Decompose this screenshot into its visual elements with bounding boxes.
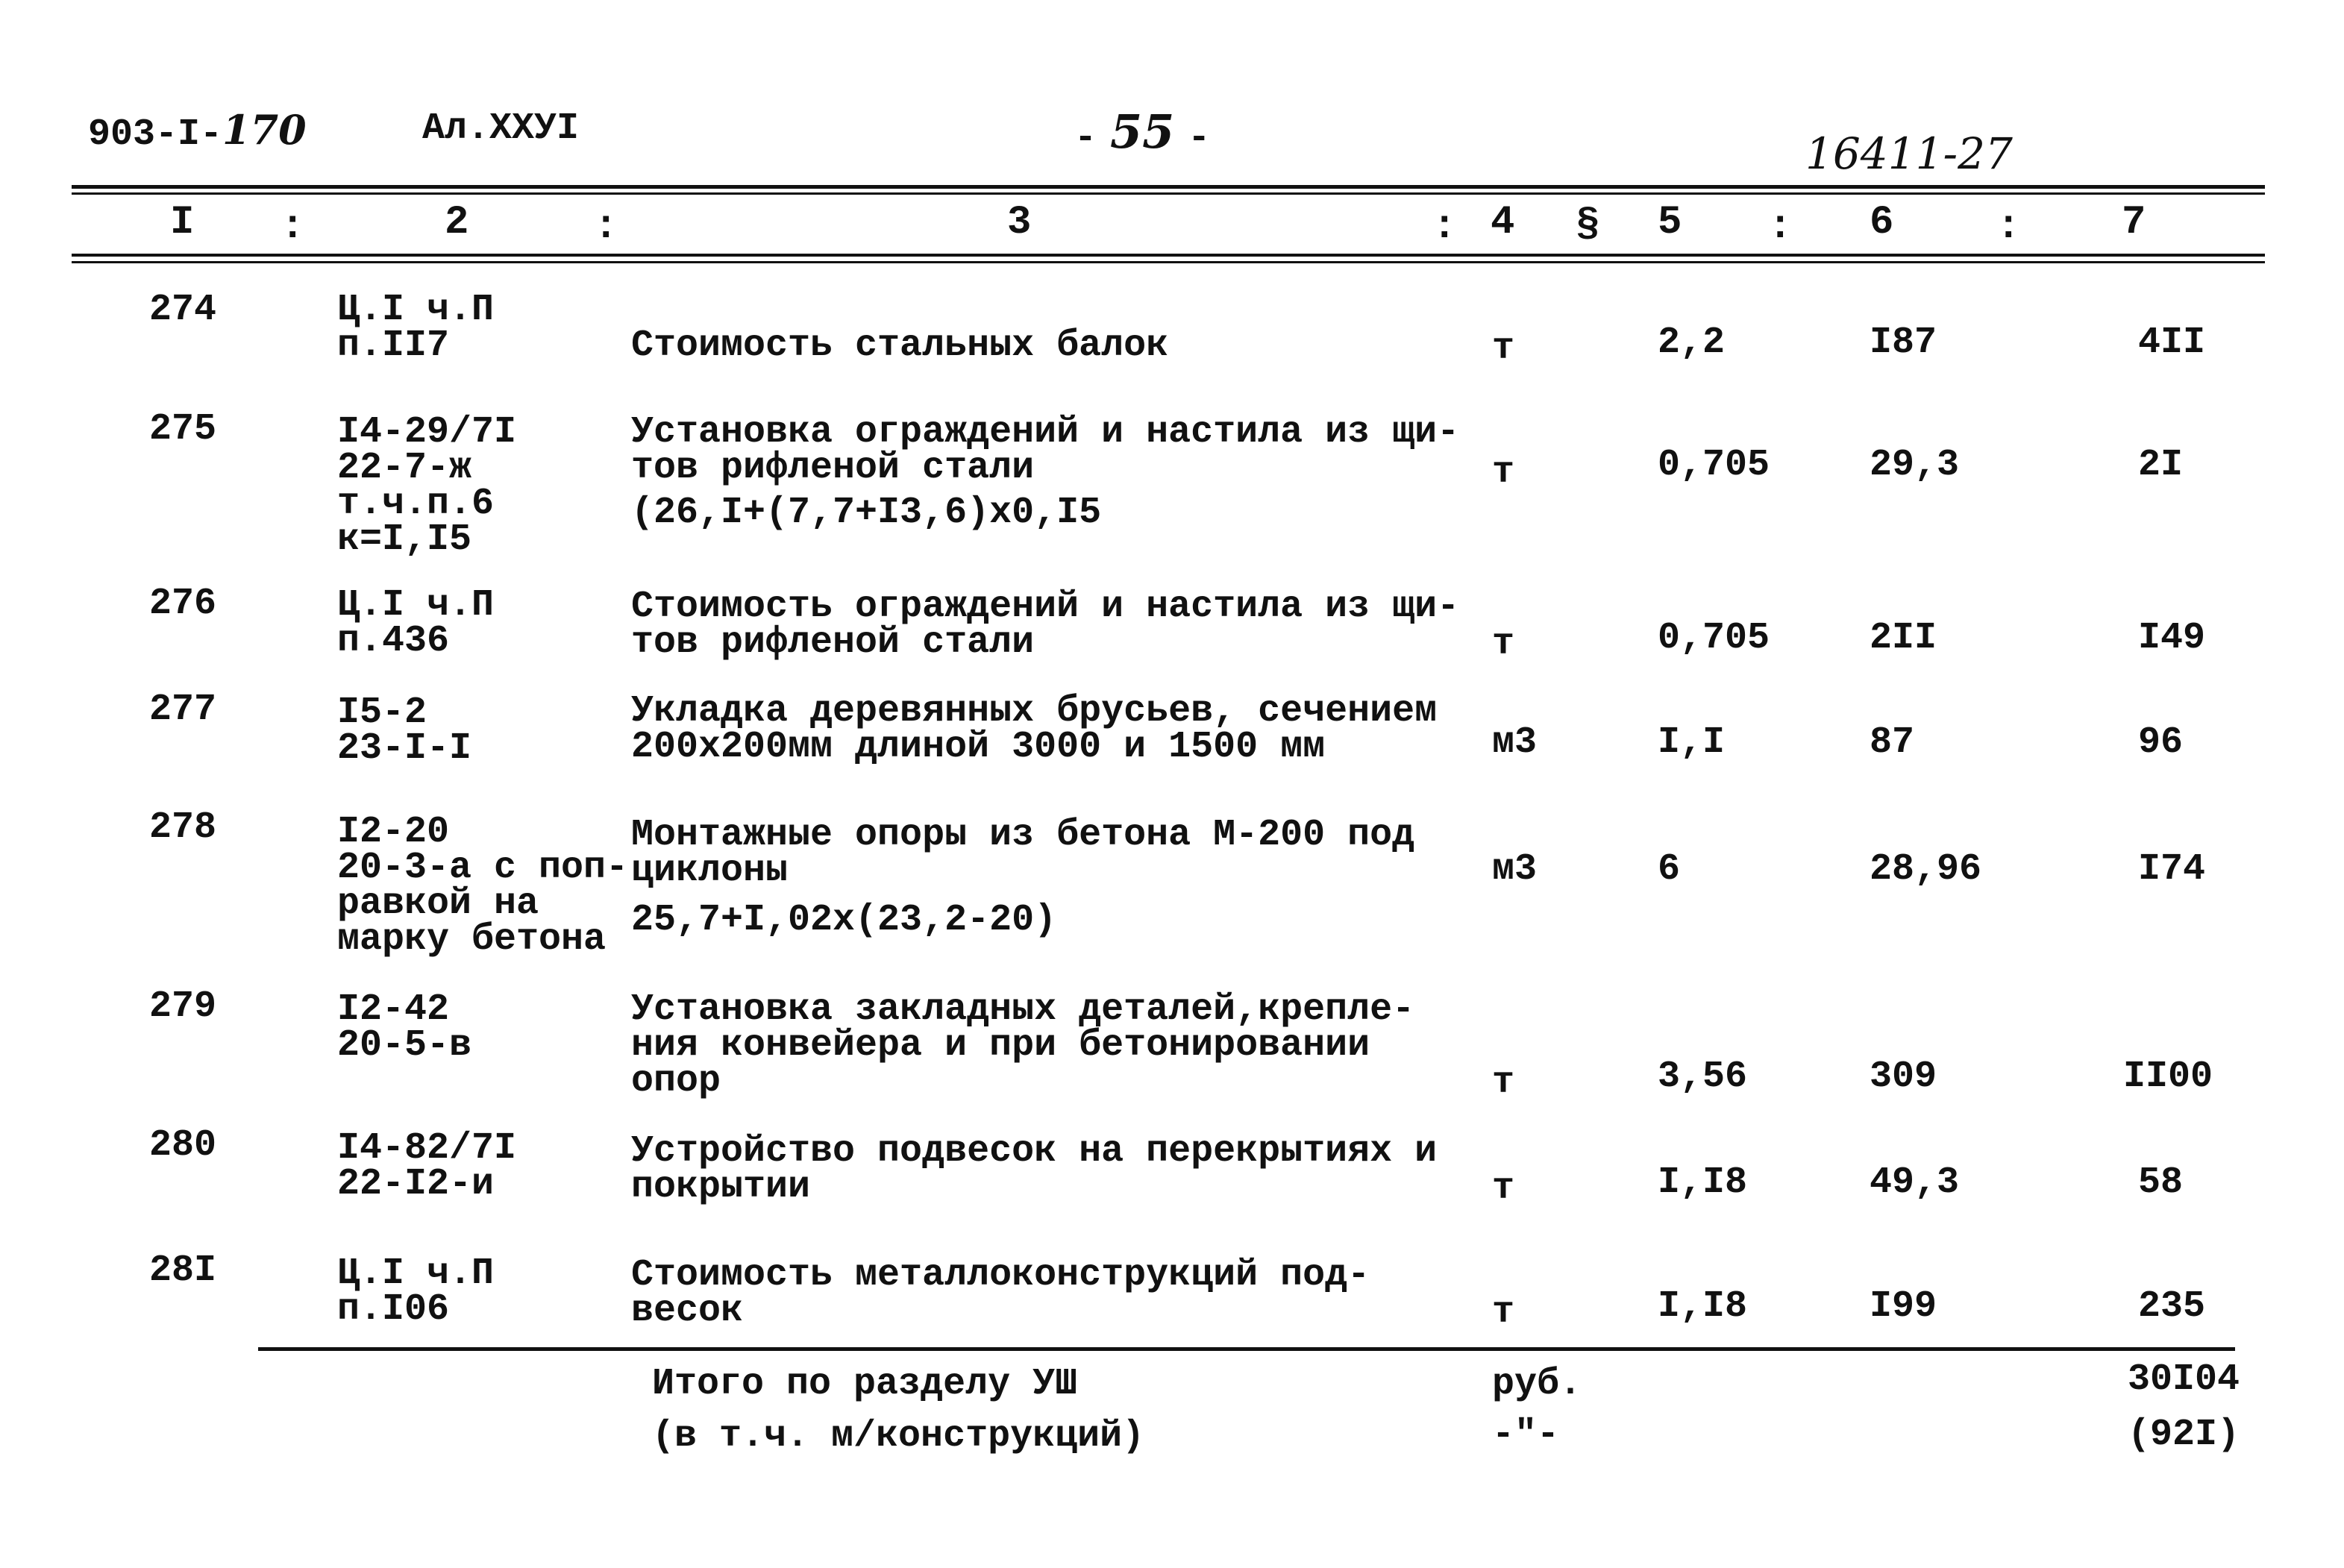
row-description: Установка закладных деталей,крепле- ния конвейера и при бетонировании опор	[631, 988, 1415, 1103]
column-separator: :	[1432, 204, 1457, 250]
row-number: 279	[149, 985, 217, 1028]
row-quantity: 3,56	[1658, 1056, 1748, 1098]
row-description: Устройство подвесок на перекрытиях и покрытии	[631, 1130, 1438, 1208]
summary-total-value: 30I04	[2128, 1358, 2240, 1401]
row-number: 274	[149, 289, 217, 331]
row-total: 96	[2138, 721, 2184, 764]
row-total: 2I	[2138, 444, 2184, 486]
row-price: I87	[1870, 322, 1937, 364]
row-description: Укладка деревянных брусьев, сечением 200х200мм длиной 3000 и 1500 мм	[631, 690, 1438, 768]
column-number-6: 6	[1870, 200, 1894, 245]
row-code: I2-20 20-3-а с поп- равкой на марку бетона	[337, 811, 629, 961]
row-price: 309	[1870, 1056, 1937, 1098]
row-code: Ц.I ч.П п.II7	[337, 289, 495, 367]
row-quantity: 2,2	[1658, 322, 1726, 364]
summary-sub-label: (в т.ч. м/конструкций)	[652, 1415, 1145, 1458]
row-total: II00	[2123, 1056, 2213, 1098]
row-quantity: I,I	[1658, 721, 1726, 764]
row-quantity: I,I8	[1658, 1161, 1748, 1204]
row-unit: м3	[1492, 848, 1538, 891]
header-rule-top	[72, 185, 2265, 189]
column-number-7: 7	[2122, 200, 2146, 245]
column-number-4: 4	[1491, 200, 1515, 245]
column-separator: :	[1768, 204, 1793, 250]
row-code: Ц.I ч.П п.436	[337, 584, 495, 662]
row-unit: т	[1492, 451, 1515, 494]
column-number-5: 5	[1658, 200, 1682, 245]
row-code: I5-2 23-I-I	[337, 692, 472, 770]
header-rule-top-2	[72, 192, 2265, 195]
page-number-value: 55	[1110, 104, 1175, 159]
row-unit: т	[1492, 1061, 1515, 1104]
row-code: I2-42 20-5-в	[337, 988, 472, 1067]
column-number-2: 2	[445, 200, 469, 245]
album-label: Ал.ХХУI	[422, 107, 580, 150]
row-unit: м3	[1492, 721, 1538, 764]
row-code: Ц.I ч.П п.I06	[337, 1252, 495, 1331]
row-total: 58	[2138, 1161, 2184, 1204]
row-price: 87	[1870, 721, 1915, 764]
row-number: 276	[149, 583, 217, 625]
row-description: Стоимость ограждений и настила из щи- тов рифленой стали	[631, 586, 1460, 664]
row-price: 2II	[1870, 617, 1937, 659]
row-code: I4-29/7I 22-7-ж т.ч.п.6 к=I,I5	[337, 411, 517, 561]
summary-sub-unit: -"-	[1492, 1414, 1560, 1456]
row-unit: т	[1492, 1167, 1515, 1210]
archive-number: 16411-27	[1805, 128, 2013, 179]
row-total: I74	[2138, 848, 2206, 891]
column-separator: §	[1576, 203, 1600, 248]
row-price: 29,3	[1870, 444, 1960, 486]
document-code-handwritten: 170	[222, 106, 307, 154]
document-code-printed: 903-I-	[88, 113, 223, 156]
row-total: 4II	[2138, 322, 2206, 364]
row-price: I99	[1870, 1285, 1937, 1328]
row-code: I4-82/7I 22-I2-и	[337, 1127, 517, 1205]
summary-total-unit: руб.	[1492, 1363, 1582, 1405]
column-separator: :	[281, 204, 305, 250]
row-number: 277	[149, 689, 217, 731]
summary-total-label: Итого по разделу УШ	[652, 1363, 1078, 1405]
column-separator: :	[1996, 204, 2021, 250]
row-quantity: 6	[1658, 848, 1681, 891]
row-description: Стоимость металлоконструкций под- весок	[631, 1254, 1370, 1332]
row-unit: т	[1492, 1291, 1515, 1334]
row-description: Монтажные опоры из бетона М-200 под циклоны 25,7+I,02х(23,2-20)	[631, 814, 1415, 941]
summary-sub-value: (92I)	[2128, 1414, 2240, 1456]
row-description: Установка ограждений и настила из щи- тов рифленой стали (26,I+(7,7+I3,6)х0,I5	[631, 411, 1460, 534]
row-number: 280	[149, 1124, 217, 1167]
column-number-3: 3	[1007, 200, 1032, 245]
row-quantity: 0,705	[1658, 444, 1770, 486]
summary-rule	[258, 1347, 2235, 1351]
row-price: 49,3	[1870, 1161, 1960, 1204]
row-number: 278	[149, 806, 217, 849]
row-number: 28I	[149, 1249, 217, 1292]
row-number: 275	[149, 408, 217, 451]
row-total: I49	[2138, 617, 2206, 659]
header-rule-bottom-2	[72, 261, 2265, 263]
document-code	[88, 106, 307, 156]
row-unit: т	[1492, 327, 1515, 370]
row-price: 28,96	[1870, 848, 1982, 891]
column-separator: :	[594, 204, 618, 250]
row-unit: т	[1492, 623, 1515, 665]
row-quantity: 0,705	[1658, 617, 1770, 659]
column-number-1: I	[170, 200, 195, 245]
row-quantity: I,I8	[1658, 1285, 1748, 1328]
page-number: - 55 -	[1074, 104, 1211, 160]
header-rule-bottom	[72, 254, 2265, 257]
row-description: Стоимость стальных балок	[631, 324, 1169, 367]
row-total: 235	[2138, 1285, 2206, 1328]
